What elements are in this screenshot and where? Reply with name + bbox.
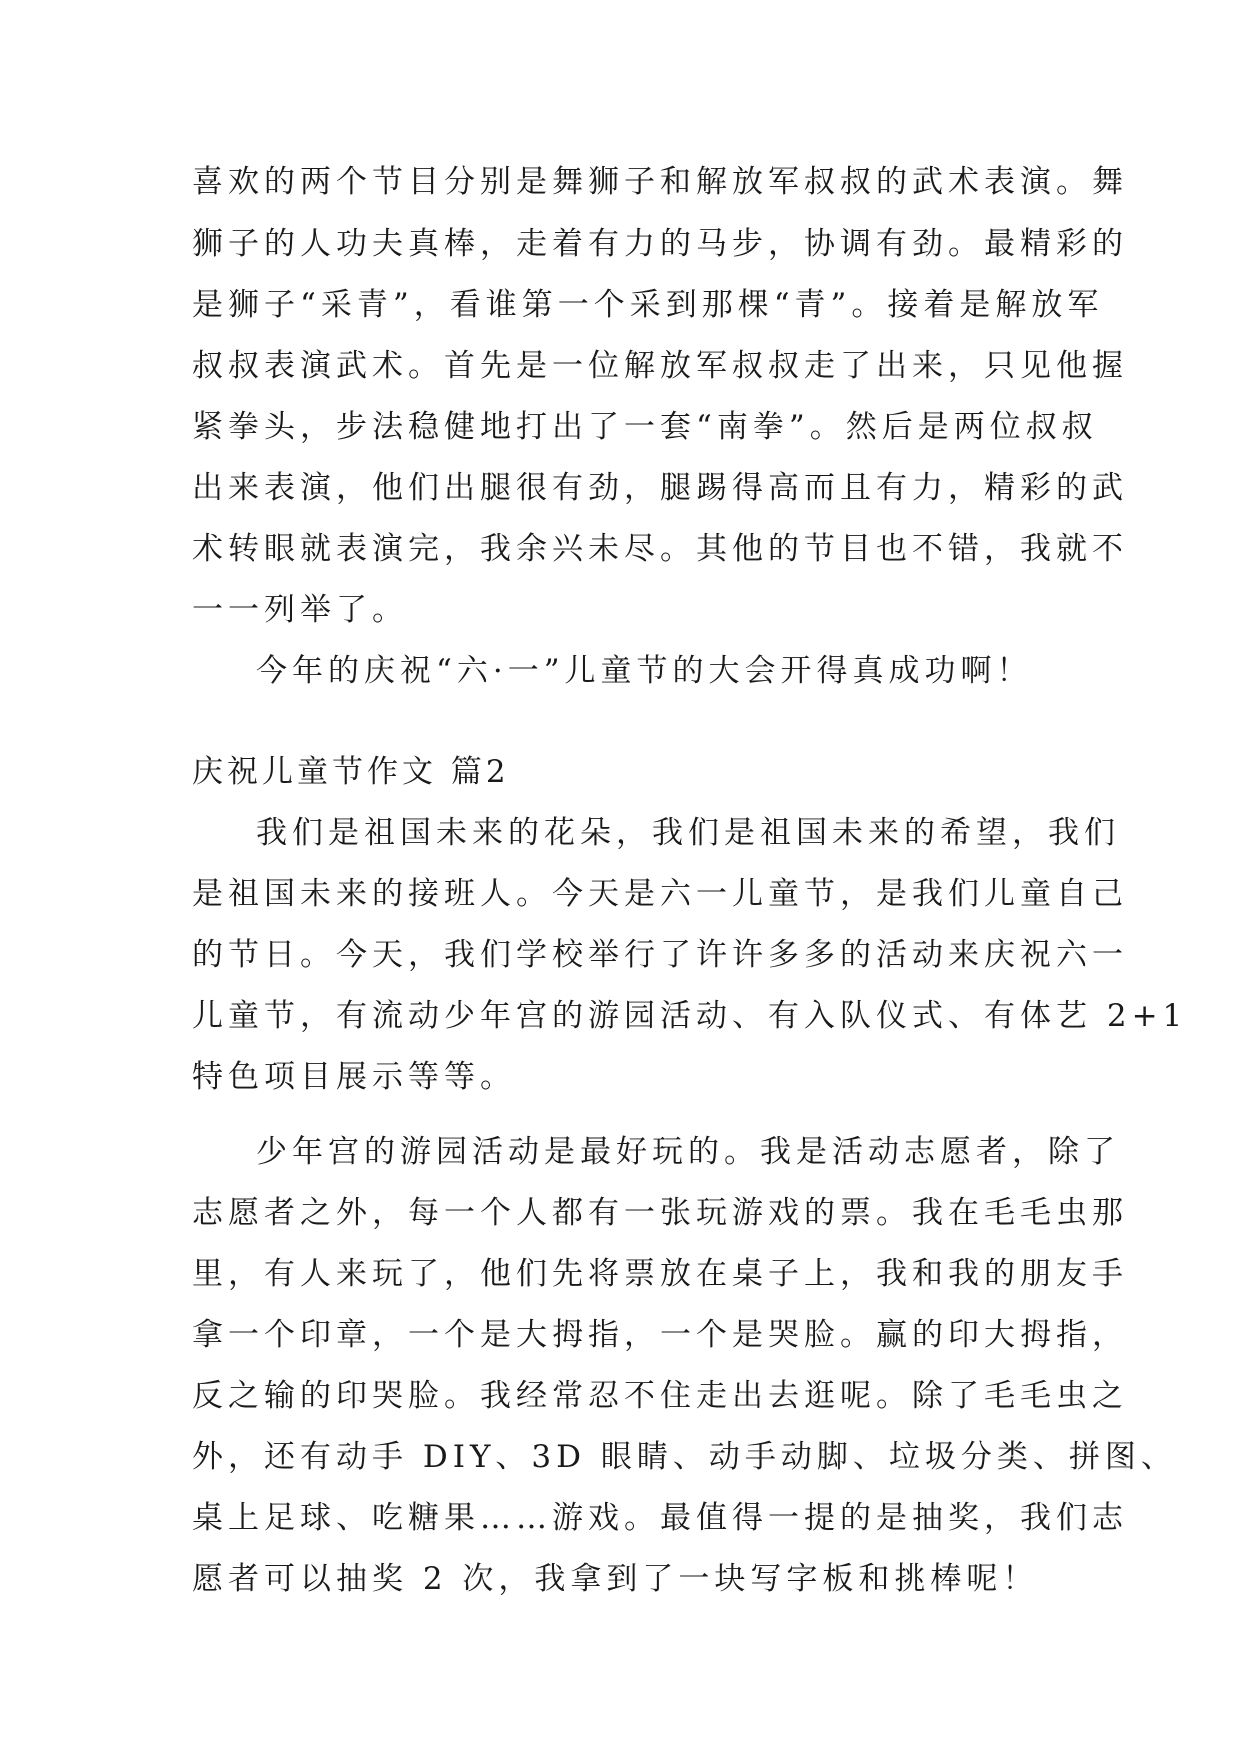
text-line: 志愿者之外，每一个人都有一张玩游戏的票。我在毛毛虫那 (192, 1195, 1128, 1231)
text-line: 喜欢的两个节目分别是舞狮子和解放军叔叔的武术表演。舞 (192, 164, 1128, 200)
text-line: 拿一个印章，一个是大拇指，一个是哭脸。赢的印大拇指， (192, 1317, 1128, 1353)
text-line: 狮子的人功夫真棒，走着有力的马步，协调有劲。最精彩的 (192, 226, 1128, 262)
text-line: 叔叔表演武术。首先是一位解放军叔叔走了出来，只见他握 (192, 348, 1128, 384)
text-line: 是祖国未来的接班人。今天是六一儿童节，是我们儿童自己 (192, 876, 1128, 912)
text-line: 愿者可以抽奖 2 次，我拿到了一块写字板和挑棒呢！ (192, 1561, 1039, 1597)
text-line: 术转眼就表演完，我余兴未尽。其他的节目也不错，我就不 (192, 531, 1128, 567)
text-line: 特色项目展示等等。 (192, 1059, 516, 1095)
text-line: 里，有人来玩了，他们先将票放在桌子上，我和我的朋友手 (192, 1256, 1128, 1292)
text-line: 外，还有动手 DIY、3D 眼睛、动手动脚、垃圾分类、拼图、 (192, 1439, 1177, 1475)
closing-line: 今年的庆祝“六·一”儿童节的大会开得真成功啊！ (256, 653, 1033, 689)
text-line: 的节日。今天，我们学校举行了许许多多的活动来庆祝六一 (192, 937, 1128, 973)
text-line: 反之输的印哭脸。我经常忍不住走出去逛呢。除了毛毛虫之 (192, 1378, 1128, 1414)
section-heading: 庆祝儿童节作文 篇2 (192, 754, 510, 790)
text-line: 一一列举了。 (192, 592, 408, 628)
text-line: 儿童节，有流动少年宫的游园活动、有入队仪式、有体艺 2+1 (192, 998, 1188, 1034)
text-line: 出来表演，他们出腿很有劲，腿踢得高而且有力，精彩的武 (192, 470, 1128, 506)
text-line: 是狮子“采青”，看谁第一个采到那棵“青”。接着是解放军 (192, 287, 1104, 323)
text-line: 我们是祖国未来的花朵，我们是祖国未来的希望，我们 (256, 815, 1120, 851)
text-line: 桌上足球、吃糖果……游戏。最值得一提的是抽奖，我们志 (192, 1500, 1128, 1536)
text-line: 少年宫的游园活动是最好玩的。我是活动志愿者，除了 (256, 1134, 1120, 1170)
text-line: 紧拳头，步法稳健地打出了一套“南拳”。然后是两位叔叔 (192, 409, 1098, 445)
